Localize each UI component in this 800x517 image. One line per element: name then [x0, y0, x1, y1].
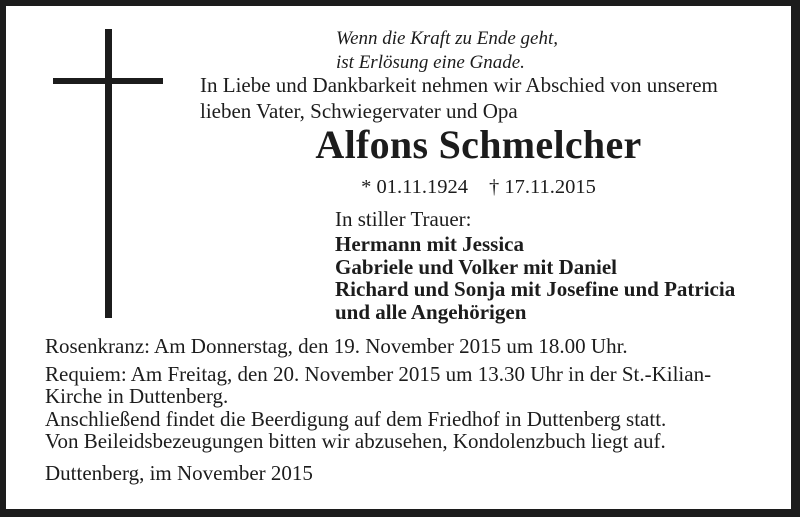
- place-and-date: Duttenberg, im November 2015: [45, 460, 313, 485]
- intro-text: [200, 72, 775, 124]
- memorial-cross-icon: [53, 29, 163, 318]
- service-information: [45, 335, 761, 484]
- epigraph: [336, 27, 558, 75]
- birth-date: * 01.11.1924: [361, 176, 468, 198]
- condolence-info: Von Beileidsbezeugungen bitten wir abzusehen, Kondolenzbuch liegt auf.: [45, 429, 666, 453]
- cross-horizontal-bar: [53, 78, 163, 84]
- life-dates: [200, 175, 757, 199]
- cross-vertical-bar: [105, 29, 112, 318]
- intro-line-2: lieben Vater, Schwiegervater und Opa: [200, 99, 518, 123]
- deceased-name: Alfons Schmelcher: [315, 122, 642, 167]
- mourner-line: Hermann mit Jessica: [335, 232, 524, 256]
- requiem-info-line-1: Requiem: Am Freitag, den 20. November 2015 um 13.30 Uhr in der St.-Kilian-: [45, 361, 712, 386]
- requiem-info-line-2: Kirche in Duttenberg.: [45, 384, 229, 408]
- epigraph-line-2: ist Erlösung eine Gnade.: [336, 52, 525, 73]
- mourner-line: und alle Angehörigen: [335, 300, 527, 325]
- death-date: † 17.11.2015: [489, 176, 596, 198]
- intro-line-1: In Liebe und Dankbarkeit nehmen wir Abschied von unserem: [200, 73, 718, 97]
- mourner-line: Richard und Sonja mit Josefine und Patricia: [335, 277, 736, 302]
- burial-info: Anschließend findet die Beerdigung auf dem Friedhof in Duttenberg statt.: [45, 406, 667, 431]
- rosary-info: Rosenkranz: Am Donnerstag, den 19. November 2015 um 18.00 Uhr.: [45, 334, 628, 358]
- mourning-label: In stiller Trauer:: [335, 207, 472, 231]
- mourners-list: [335, 233, 735, 324]
- mourner-line: Gabriele und Volker mit Daniel: [335, 254, 617, 279]
- epigraph-line-1: Wenn die Kraft zu Ende geht,: [336, 28, 558, 49]
